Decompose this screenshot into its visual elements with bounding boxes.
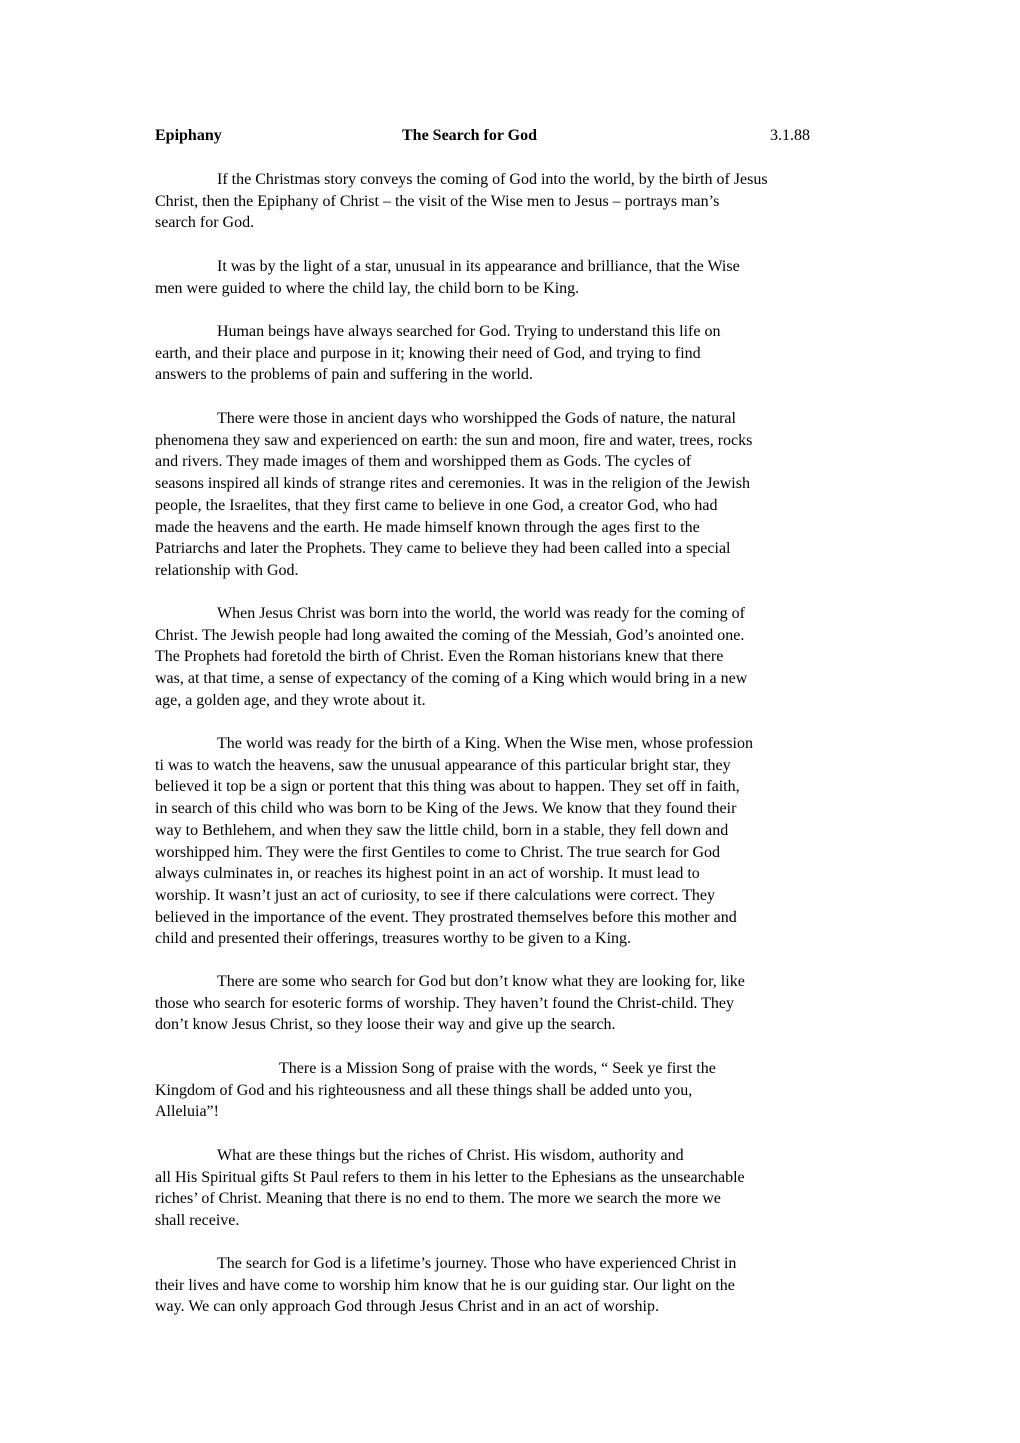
text-line: earth, and their place and purpose in it; knowing their need of God, and trying to find [155, 344, 701, 362]
text-line: If the Christmas story conveys the coming of God into the world, by the birth of Jesus [217, 171, 768, 188]
text-line: What are these things but the riches of Christ. His wisdom, authority and [217, 1147, 684, 1164]
text-line: worship. It wasn’t just an act of curiosity, to see if there calculations were correct. They [155, 886, 715, 904]
text-line: believed it top be a sign or portent that this thing was about to happen. They set off in faith, [155, 778, 740, 796]
text-line: their lives and have come to worship him know that he is our guiding star. Our light on the [155, 1276, 735, 1294]
paragraph-1 [155, 169, 875, 234]
paragraph-7 [155, 971, 875, 1036]
text-line: Christ, then the Epiphany of Christ – the visit of the Wise men to Jesus – portrays man’s [155, 192, 720, 210]
paragraph-5 [155, 603, 875, 712]
text-line: seasons inspired all kinds of strange rites and ceremonies. It was in the religion of the Jewish [155, 475, 750, 493]
text-line: riches’ of Christ. Meaning that there is no end to them. The more we search the more we [155, 1190, 721, 1208]
paragraph-4 [155, 408, 875, 582]
text-line: The Prophets had foretold the birth of Christ. Even the Roman historians knew that there [155, 648, 724, 666]
text-line: always culminates in, or reaches its highest point in an act of worship. It must lead to [155, 865, 700, 883]
text-line: shall receive. [155, 1212, 240, 1230]
text-line: When Jesus Christ was born into the world, the world was ready for the coming of [217, 605, 745, 622]
header-date: 3.1.88 [770, 127, 810, 144]
paragraph-2 [155, 256, 875, 299]
paragraph-9 [155, 1145, 875, 1232]
text-line: Patriarchs and later the Prophets. They came to believe they had been called into a special [155, 540, 731, 558]
text-line: Human beings have always searched for God. Trying to understand this life on [217, 323, 721, 340]
text-line: way. We can only approach God through Jesus Christ and in an act of worship. [155, 1298, 659, 1316]
text-line: Christ. The Jewish people had long awaited the coming of the Messiah, God’s anointed one. [155, 626, 745, 644]
text-line: those who search for esoteric forms of worship. They haven’t found the Christ-child. They [155, 994, 734, 1012]
text-line: and rivers. They made images of them and worshipped them as Gods. The cycles of [155, 453, 692, 471]
text-line: was, at that time, a sense of expectancy of the coming of a King which would bring in a new [155, 670, 748, 688]
text-line: Kingdom of God and his righteousness and all these things shall be added unto you, [155, 1081, 693, 1099]
text-line: believed in the importance of the event. They prostrated themselves before this mother and [155, 908, 737, 926]
header-occasion: Epiphany [155, 127, 222, 144]
text-line: in search of this child who was born to be King of the Jews. We know that they found their [155, 800, 737, 818]
text-line: age, a golden age, and they wrote about it. [155, 691, 426, 709]
text-line: There were those in ancient days who worshipped the Gods of nature, the natural [217, 410, 736, 427]
text-line: men were guided to where the child lay, the child born to be King. [155, 279, 580, 297]
text-line: way to Bethlehem, and when they saw the little child, born in a stable, they fell down and [155, 821, 729, 839]
text-line: worshipped him. They were the first Gentiles to come to Christ. The true search for God [155, 843, 721, 861]
text-line: made the heavens and the earth. He made himself known through the ages first to the [155, 518, 700, 536]
paragraph-8 [155, 1058, 875, 1123]
paragraph-6 [155, 733, 875, 950]
text-line: There is a Mission Song of praise with the words, “ Seek ye first the [279, 1060, 716, 1077]
text-line: answers to the problems of pain and suffering in the world. [155, 366, 533, 384]
text-line: ti was to watch the heavens, saw the unusual appearance of this particular bright star, they [155, 756, 731, 774]
text-line: relationship with God. [155, 561, 299, 579]
text-line: There are some who search for God but don’t know what they are looking for, like [217, 973, 745, 990]
text-line: child and presented their offerings, treasures worthy to be given to a King. [155, 930, 632, 948]
paragraph-3 [155, 321, 875, 386]
text-line: phenomena they saw and experienced on earth: the sun and moon, fire and water, trees, rocks [155, 431, 753, 449]
text-line: search for God. [155, 214, 255, 232]
document-title: The Search for God [402, 127, 537, 144]
text-line: Alleluia”! [155, 1103, 219, 1121]
paragraph-10 [155, 1253, 875, 1318]
text-line: The search for God is a lifetime’s journey. Those who have experienced Christ in [217, 1255, 737, 1272]
text-line: don’t know Jesus Christ, so they loose their way and give up the search. [155, 1016, 616, 1034]
text-line: all His Spiritual gifts St Paul refers to them in his letter to the Ephesians as the unsearchable [155, 1168, 745, 1186]
text-line: It was by the light of a star, unusual in its appearance and brilliance, that the Wise [217, 258, 740, 275]
text-line: The world was ready for the birth of a King. When the Wise men, whose profession [217, 735, 753, 752]
text-line: people, the Israelites, that they first came to believe in one God, a creator God, who had [155, 496, 718, 514]
